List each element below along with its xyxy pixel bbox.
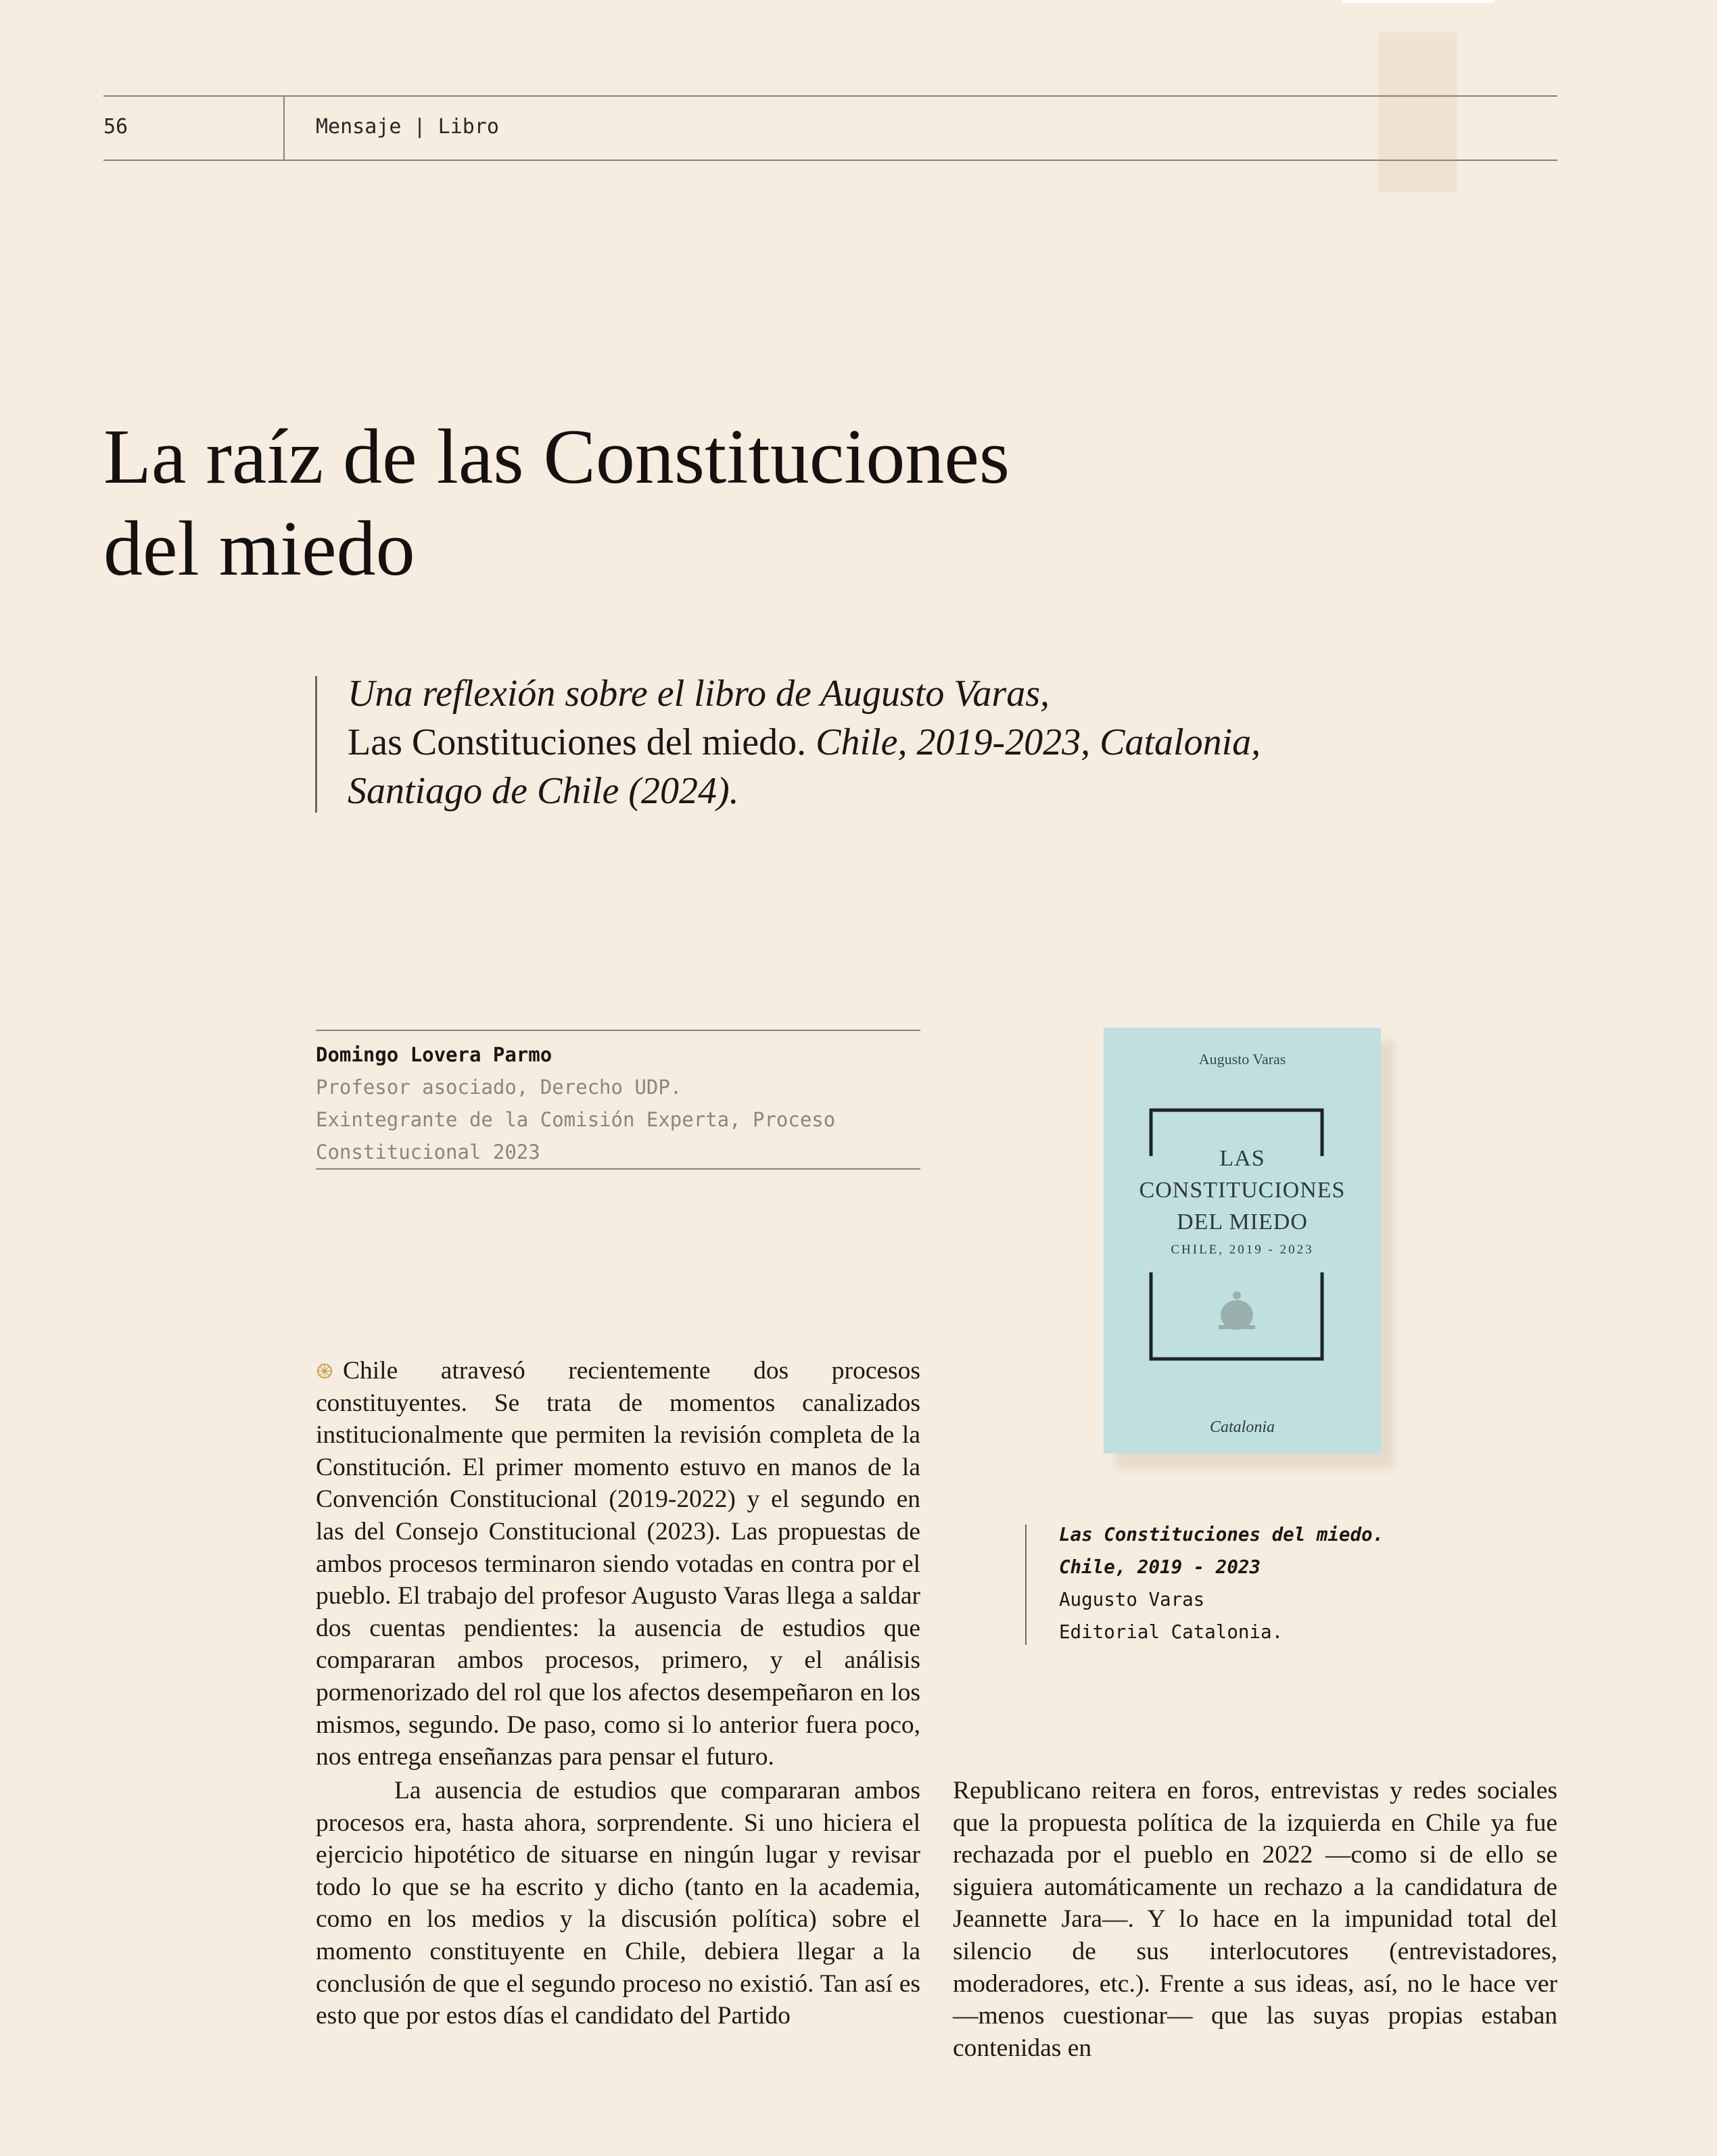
caption-publisher: Editorial Catalonia. xyxy=(1059,1621,1284,1643)
article-subtitle xyxy=(348,669,1362,815)
article-title-line: La raíz de las Constituciones xyxy=(103,414,1010,500)
subtitle-line: Una reflexión sobre el libro de Augusto Varas, xyxy=(348,673,1050,715)
paragraph-text: Republicano reitera en foros, entrevistas y redes sociales que la propuesta política de la izquierda en Chile ya fue rechazada por el pueblo en 2022 —como si de ello se siguiera automáticamente un rechazo a la candidatura de Jeannette Jara—. Y lo hace en la impunidad total del silencio de sus interlocutores (entrevistadores, moderadores, etc.). Frente a sus ideas, así, no le hace ver —menos cuestionar— que las suyas propias estaban contenidas en xyxy=(953,1777,1557,2062)
author-role: Constitucional 2023 xyxy=(316,1141,540,1164)
page-number: 56 xyxy=(103,115,128,139)
article-title-line: del miedo xyxy=(103,506,415,592)
subtitle-book-title: Las Constituciones del miedo. xyxy=(348,721,816,763)
author-bottom-rule xyxy=(316,1168,920,1170)
body-paragraph-2 xyxy=(316,1775,920,2032)
caption-author: Augusto Varas xyxy=(1059,1589,1205,1610)
page-tab-top xyxy=(1342,0,1495,3)
header-top-rule xyxy=(103,95,1557,97)
paragraph-text: La ausencia de estudios que compararan ambos procesos era, hasta ahora, sorprendente. Si uno hiciera el ejercicio hipotético de situarse en ningún lugar y revisar todo lo que se ha escrito y dicho (tanto en la academia, como en los medios y la discusión política) sobre el momento constituyente en Chile, debiera llegar a la conclusión de que el segundo proceso no existió. Tan así es esto que por estos días el candidato del Partido xyxy=(316,1777,920,2030)
caption-title: Las Constituciones del miedo. xyxy=(1059,1524,1384,1546)
paragraph-text: Chile atravesó recientemente dos procesos constituyentes. Se trata de momentos canalizados institucionalmente que permiten la revisión completa de la Constitución. El primer momento estuvo en manos de la Convención Constitucional (2019-2022) y el segundo en las del Consejo Constitucional (2023). Las propuestas de ambos procesos terminaron siendo votadas en contra por el pueblo. El trabajo del profesor Augusto Varas llega a saldar dos cuentas pendientes: la ausencia de estudios que compararan ambos procesos, primero, y el análisis pormenorizado del rol que los afectos desempeñaron en los mismos, segundo. De paso, como si lo anterior fuera poco, nos entrega enseñanzas para pensar el futuro. xyxy=(316,1357,920,1771)
subtitle-line: Chile, 2019-2023, Catalonia, xyxy=(816,721,1261,763)
page-tab-marker xyxy=(1378,32,1457,192)
header-divider xyxy=(283,96,285,161)
caption-title: Chile, 2019 - 2023 xyxy=(1059,1556,1261,1578)
book-cover xyxy=(1104,1028,1381,1454)
cover-title: LAS CONSTITUCIONES DEL MIEDO xyxy=(1139,1146,1346,1235)
body-paragraph-1 xyxy=(316,1355,920,1773)
cover-frame xyxy=(1104,1028,1381,1454)
body-paragraph-2-continued xyxy=(953,1775,1557,2064)
chile-coat-of-arms-icon xyxy=(1219,1291,1255,1330)
cover-subtitle: CHILE, 2019 - 2023 xyxy=(1171,1243,1314,1257)
author-role: Profesor asociado, Derecho UDP. xyxy=(316,1076,682,1099)
cover-author: Augusto Varas xyxy=(1198,1051,1286,1068)
author-name: Domingo Lovera Parmo xyxy=(316,1043,552,1066)
book-caption xyxy=(1059,1518,1532,1648)
subtitle-bar xyxy=(315,676,317,813)
cover-publisher: Catalonia xyxy=(1209,1418,1275,1436)
paragraph-ornament-icon xyxy=(316,1362,333,1380)
subtitle-line: Santiago de Chile (2024). xyxy=(348,770,739,812)
section-label: Mensaje | Libro xyxy=(316,115,499,139)
author-role: Exintegrante de la Comisión Experta, Proceso xyxy=(316,1108,836,1131)
author-top-rule xyxy=(316,1030,920,1031)
header-bottom-rule xyxy=(103,160,1557,161)
article-title xyxy=(103,411,1253,595)
author-block xyxy=(316,1038,924,1168)
caption-bar xyxy=(1025,1525,1027,1645)
